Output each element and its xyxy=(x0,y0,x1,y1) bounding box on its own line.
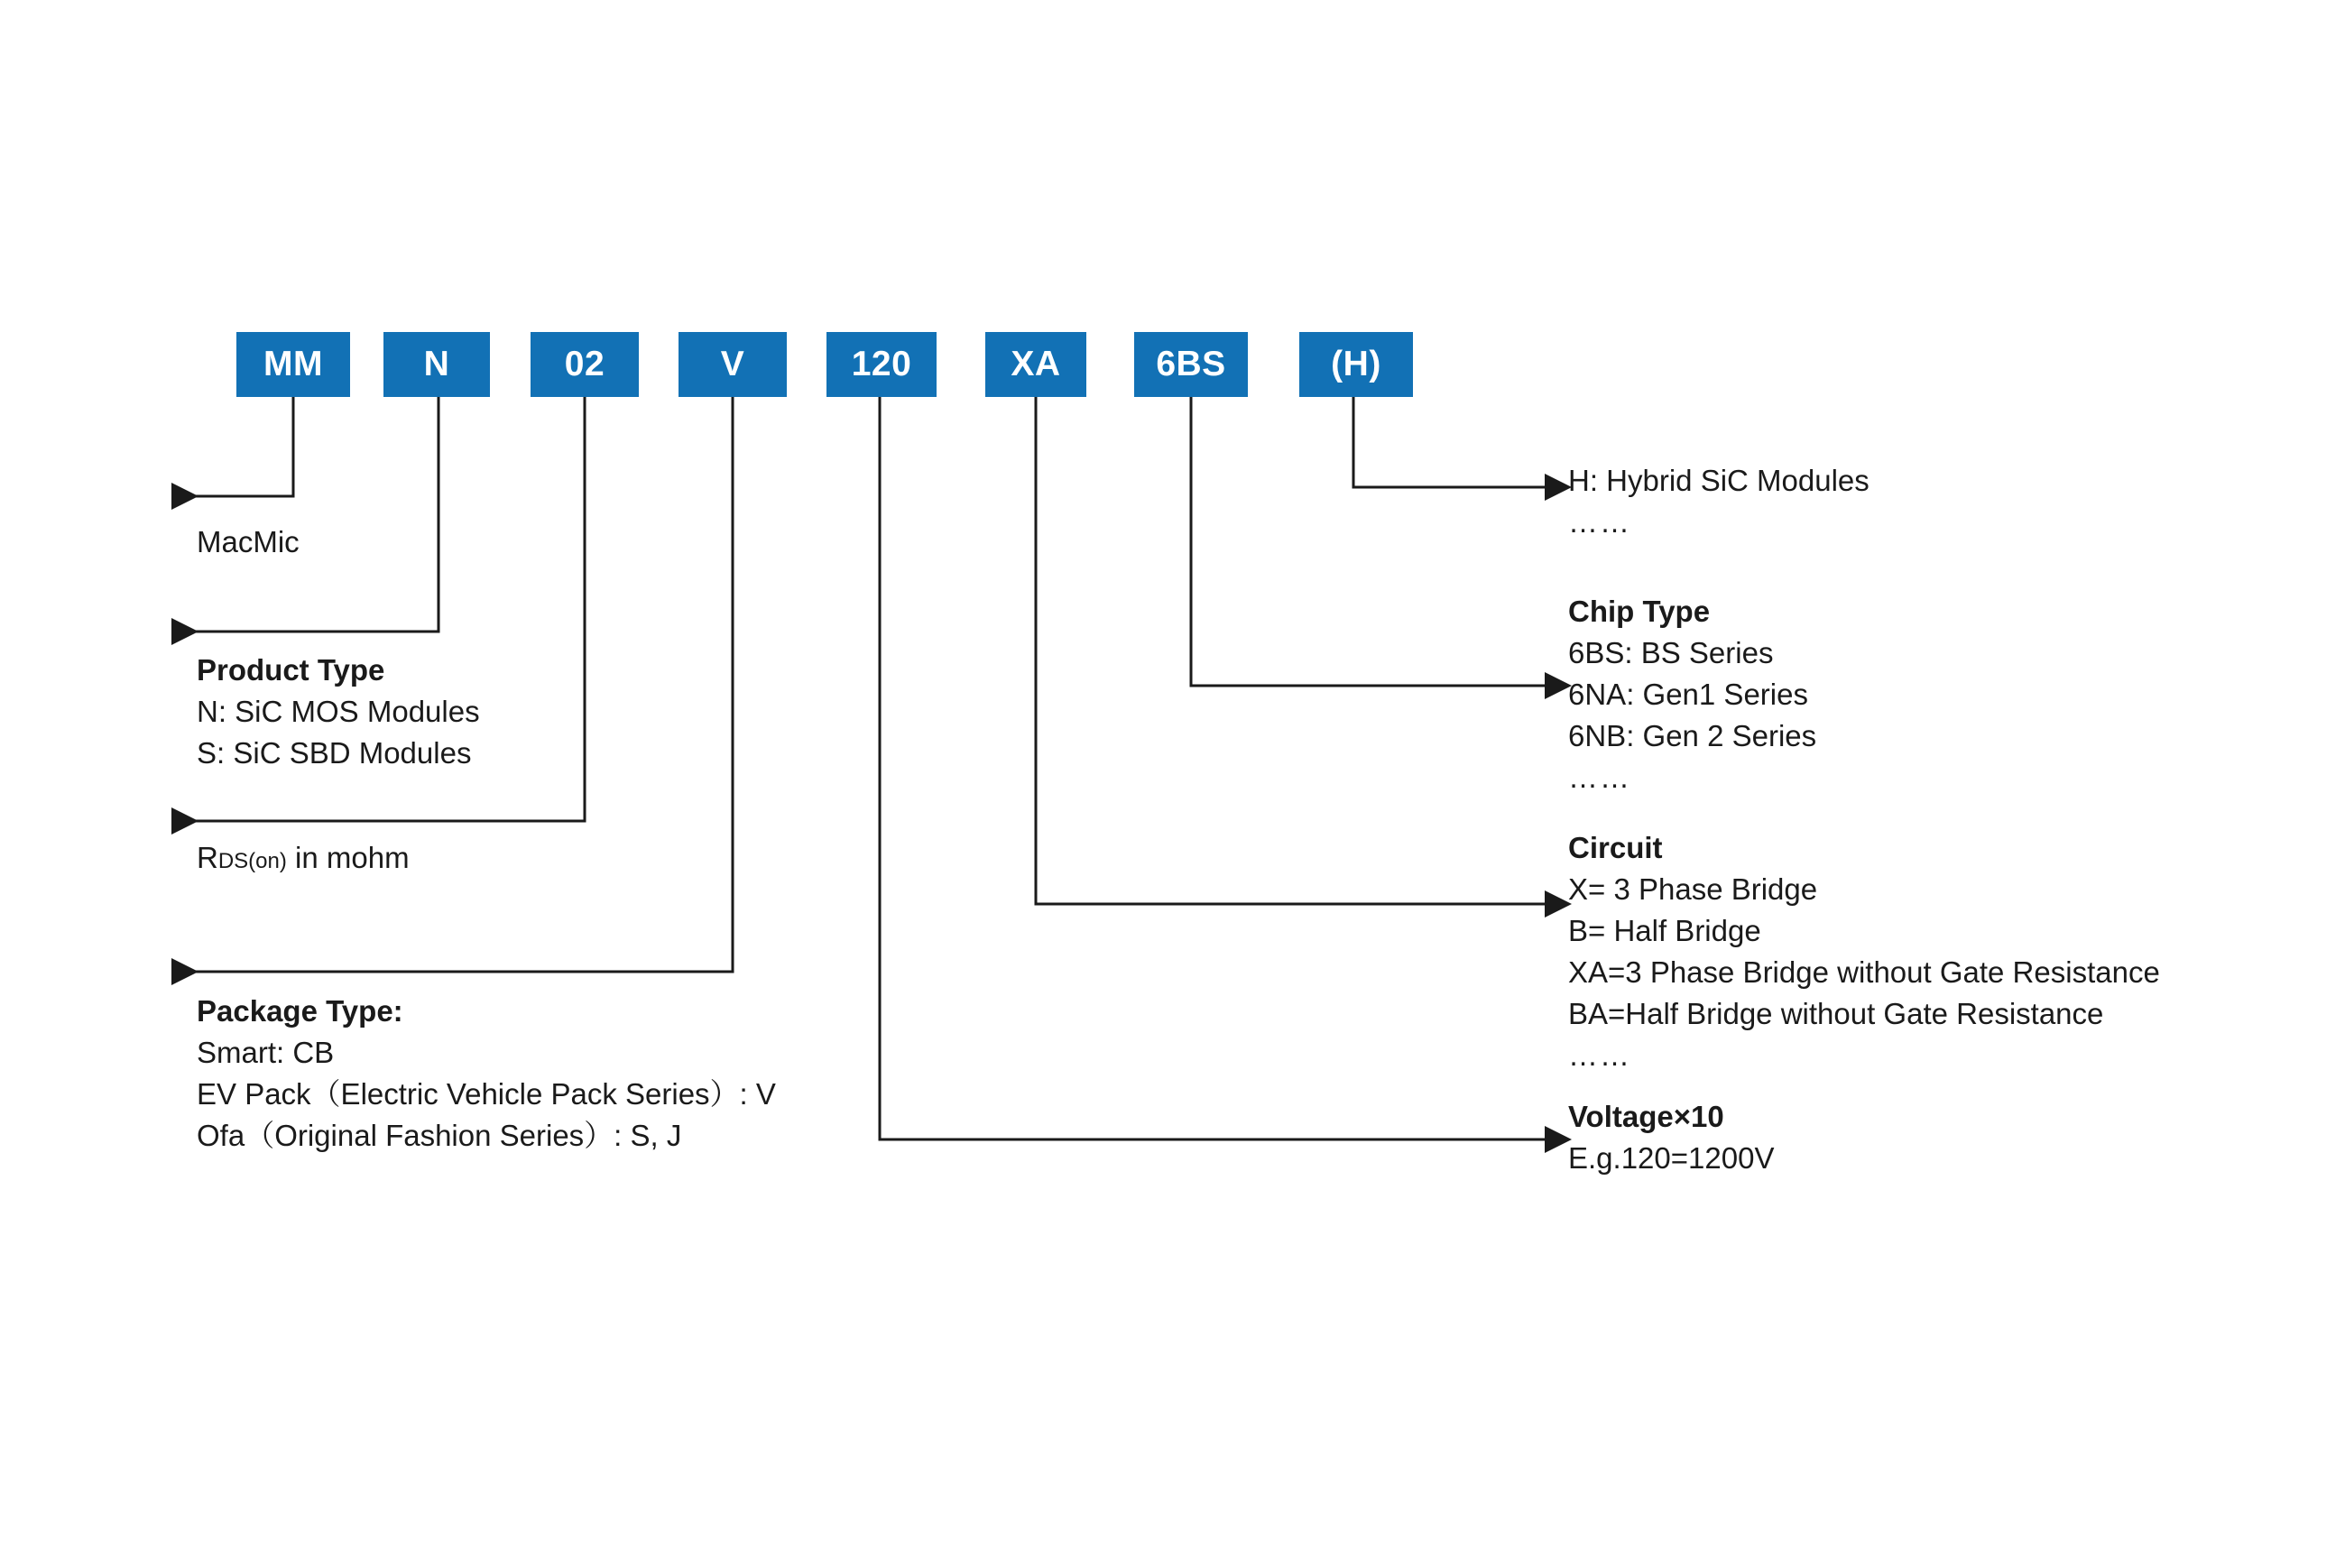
annotation-brand-text: MacMic xyxy=(197,525,300,558)
annotation-rdson-suffix: in mohm xyxy=(286,841,410,874)
annotation-rdson xyxy=(197,837,410,882)
code-segment-hybrid[interactable]: (H) xyxy=(1299,332,1413,397)
annotation-product-type-line-2: S: SiC SBD Modules xyxy=(197,736,472,770)
annotation-package-type-line-1: Smart: CB xyxy=(197,1036,335,1069)
annotation-product-type-heading: Product Type xyxy=(197,653,385,687)
annotation-chip-type-heading: Chip Type xyxy=(1568,595,1711,628)
annotation-package-type-heading: Package Type: xyxy=(197,994,403,1028)
annotation-chip-type-line-2: 6NA: Gen1 Series xyxy=(1568,678,1808,711)
code-segment-mm[interactable]: MM xyxy=(236,332,350,397)
annotation-hybrid xyxy=(1568,460,1870,543)
annotation-voltage-line-1: E.g.120=1200V xyxy=(1568,1141,1775,1175)
annotation-circuit-line-2: B= Half Bridge xyxy=(1568,914,1761,947)
annotation-circuit-line-1: X= 3 Phase Bridge xyxy=(1568,872,1818,906)
annotation-circuit xyxy=(1568,827,2160,1076)
code-segment-circuit[interactable]: XA xyxy=(985,332,1086,397)
code-segment-voltage[interactable]: 120 xyxy=(826,332,937,397)
code-segment-rdson[interactable]: 02 xyxy=(531,332,639,397)
code-segment-package-type[interactable]: V xyxy=(679,332,787,397)
annotation-voltage xyxy=(1568,1096,1774,1179)
annotation-circuit-heading: Circuit xyxy=(1568,831,1663,864)
annotation-chip-type-line-3: 6NB: Gen 2 Series xyxy=(1568,719,1817,752)
annotation-brand xyxy=(197,521,300,563)
annotation-product-type-line-1: N: SiC MOS Modules xyxy=(197,695,480,728)
annotation-hybrid-line-1: H: Hybrid SiC Modules xyxy=(1568,464,1870,497)
annotation-chip-type xyxy=(1568,591,1816,798)
annotation-product-type xyxy=(197,650,480,774)
annotation-package-type xyxy=(197,991,776,1157)
annotation-voltage-heading: Voltage×10 xyxy=(1568,1100,1724,1133)
annotation-rdson-text xyxy=(197,837,410,882)
annotation-package-type-line-2: EV Pack（Electric Vehicle Pack Series）: V xyxy=(197,1077,776,1111)
code-segment-product-type[interactable]: N xyxy=(383,332,490,397)
annotation-circuit-line-3: XA=3 Phase Bridge without Gate Resistance xyxy=(1568,955,2160,989)
annotation-chip-type-line-1: 6BS: BS Series xyxy=(1568,636,1774,669)
annotation-chip-type-ellipsis: …… xyxy=(1568,761,1631,794)
code-segment-chip-type[interactable]: 6BS xyxy=(1134,332,1248,397)
annotation-rdson-subscript: DS(on) xyxy=(217,849,287,873)
annotation-package-type-line-3: Ofa（Original Fashion Series）: S, J xyxy=(197,1119,682,1152)
annotation-rdson-prefix: R xyxy=(197,841,218,874)
annotation-circuit-ellipsis: …… xyxy=(1568,1038,1631,1072)
annotation-hybrid-ellipsis: …… xyxy=(1568,505,1631,539)
annotation-circuit-line-4: BA=Half Bridge without Gate Resistance xyxy=(1568,997,2104,1030)
